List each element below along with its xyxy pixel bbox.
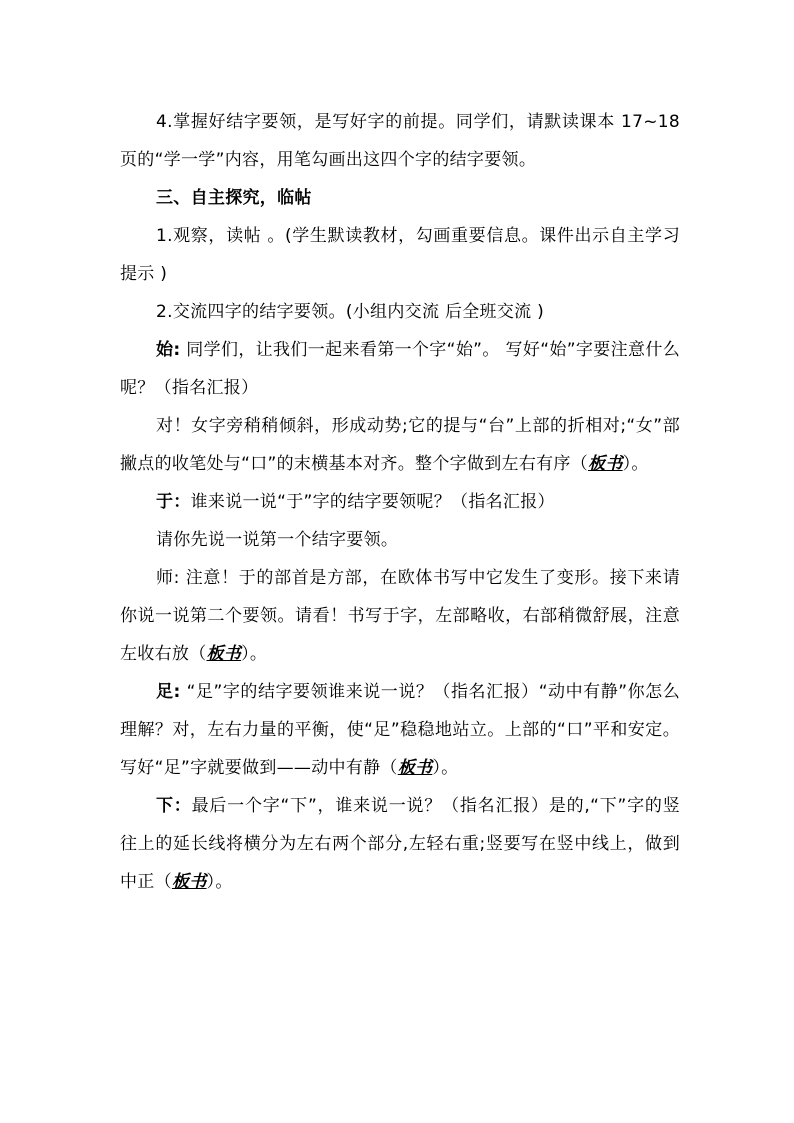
paragraph-char-zu	[120, 673, 680, 787]
char-text-xia: 最后一个字“下”，谁来说一说？（指名汇报）是的,“下”字的竖往上的延长线将横分为左右两个部分,左轻右重;竖要写在竖中线上，做到中正（	[120, 796, 680, 892]
shi-explanation-text: 对！女字旁稍稍倾斜，形成动势;它的提与“台”上部的折相对;“女”部撇点的收笔处与“口”的末横基本对齐。整个字做到左右有序（	[120, 416, 680, 474]
char-label-xia: 下：	[156, 796, 192, 816]
board-note: 板书	[588, 454, 623, 474]
char-text-yu: 谁来说一说“于”字的结字要领呢？（指名汇报）	[190, 492, 555, 512]
paragraph-observe	[120, 217, 680, 293]
paragraph-observe-text: 1.观察，读帖 。(学生默读教材，勾画重要信息。课件出示自主学习提示 )	[120, 226, 680, 284]
paragraph-char-yu	[120, 483, 680, 521]
char-label-shi: 始:	[156, 340, 181, 360]
paragraph-char-shi	[120, 331, 680, 407]
section-heading-text: 三、自主探究，临帖	[156, 188, 312, 208]
paragraph-exchange	[120, 293, 680, 331]
section-heading	[120, 179, 680, 217]
paragraph-step4	[120, 103, 680, 179]
board-note: 板书	[397, 758, 433, 778]
char-label-yu: 于：	[156, 492, 191, 512]
paragraph-char-xia	[120, 787, 680, 901]
char-text-xia-end: ）。	[206, 872, 233, 892]
paragraph-shi-explanation	[120, 407, 680, 483]
char-text-zu: “足”字的结字要领谁来说一说？（指名汇报）“动中有静”你怎么理解？对，左右力量的平衡，使“足”稳稳地站立。上部的“口”平和安定。写好“足”字就要做到——动中有静（	[120, 682, 680, 778]
teacher-text-end: ）。	[241, 644, 268, 664]
shi-explanation-end: ）。	[622, 454, 649, 474]
char-text-shi: 同学们，让我们一起来看第一个字“始”。 写好“始”字要注意什么呢？（指名汇报）	[120, 340, 680, 398]
teacher-text: 师: 注意！于的部首是方部，在欧体书写中它发生了变形。接下来请你说一说第二个要领。请看！书写于字，左部略收，右部稍微舒展，注意左收右放（	[120, 568, 680, 664]
paragraph-teacher	[120, 559, 680, 673]
document-body	[120, 103, 680, 901]
paragraph-step4-text: 4.掌握好结字要领，是写好字的前提。同学们，请默读课本 17~18页的“学一学”内容，用笔勾画出这四个字的结字要领。	[120, 112, 680, 170]
board-note: 板书	[171, 872, 207, 892]
board-note: 板书	[206, 644, 242, 664]
paragraph-first-rule	[120, 521, 680, 559]
first-rule-text: 请你先说一说第一个结字要领。	[156, 530, 399, 550]
char-label-zu: 足:	[156, 682, 181, 702]
char-text-zu-end: ）。	[432, 758, 459, 778]
paragraph-exchange-text: 2.交流四字的结字要领。(小组内交流 后全班交流 )	[156, 302, 545, 322]
